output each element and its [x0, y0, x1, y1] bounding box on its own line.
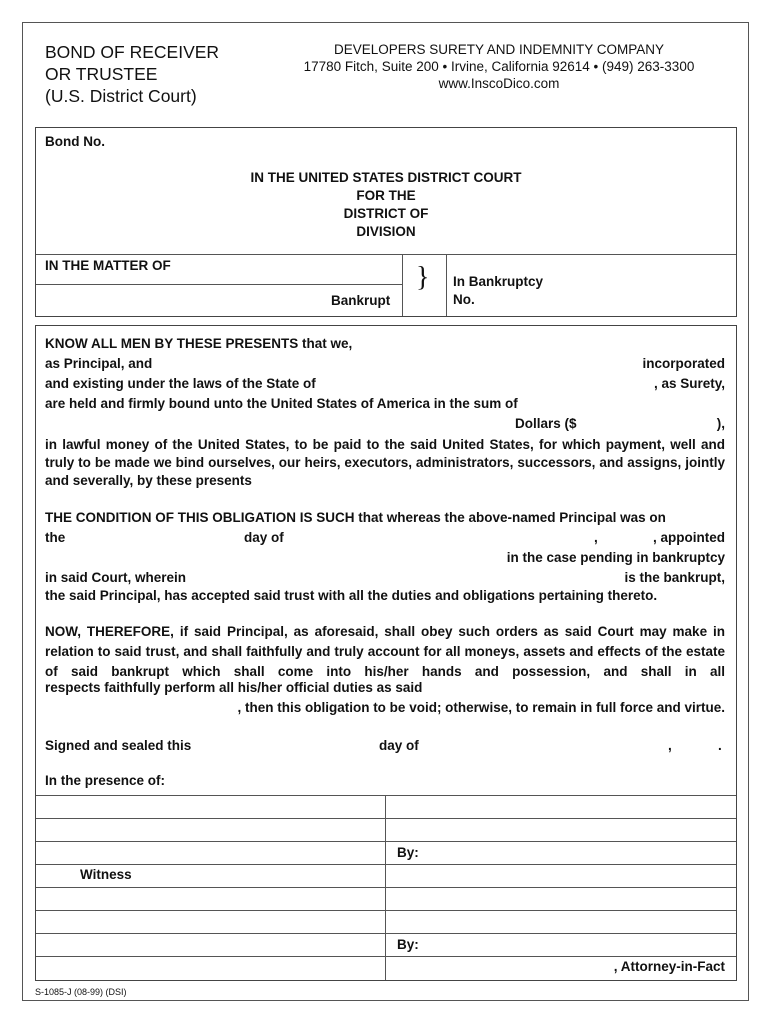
obligation-text: in lawful money of the United States, to be paid to the said United States, for which payment, well and truly to be made we bind ourselves, our heirs, executors, administrators, successors, and: [45, 437, 725, 470]
as-surety-text: , as Surety,: [653, 376, 725, 391]
by-label-2: By:: [397, 937, 419, 952]
signature-line: [36, 818, 736, 819]
signed-sealed-label: Signed and sealed this: [45, 738, 192, 753]
in-presence-label: In the presence of:: [45, 773, 166, 788]
form-title-line: OR TRUSTEE: [45, 64, 158, 84]
divider: [36, 284, 402, 285]
the-label: the: [45, 530, 66, 545]
appointed-label: , appointed: [653, 530, 725, 545]
now-therefore-paragraph: NOW, THEREFORE, if said Principal, as aforesaid, shall obey such orders as said Court may make in relation to said trust, and shall faithfully and truly account for all moneys, assets and effects of the estate of said bankrupt which shall come into his/her hands and possession, and shall in all: [45, 624, 725, 679]
court-heading: [35, 169, 737, 241]
incorporated-text: incorporated: [642, 356, 725, 371]
in-said-court-label: in said Court, wherein: [45, 570, 187, 585]
court-line: FOR THE: [356, 188, 416, 203]
as-principal-text: as Principal, and: [45, 356, 153, 371]
dollars-close: ),: [716, 416, 725, 431]
matter-label: IN THE MATTER OF: [45, 258, 171, 273]
signed-period: .: [718, 738, 722, 753]
court-line: IN THE UNITED STATES DISTRICT COURT: [250, 170, 522, 185]
accepted-trust-text: the said Principal, has accepted said trust with all the duties and obligations pertaining thereto.: [45, 588, 658, 603]
existing-under-text: and existing under the laws of the State of: [45, 376, 316, 391]
form-title: [45, 41, 219, 107]
bankrupt-label: Bankrupt: [331, 293, 391, 308]
divider: [402, 254, 403, 316]
company-address: 17780 Fitch, Suite 200 • Irvine, California 92614 • (949) 263-3300: [303, 59, 695, 74]
in-bankruptcy-label: In Bankruptcy: [453, 274, 544, 289]
signed-day-of-label: day of: [379, 738, 419, 753]
signature-line: [36, 841, 736, 842]
respects-text: respects faithfully perform all his/her official duties as said: [45, 680, 423, 695]
form-title-line: BOND OF RECEIVER: [45, 42, 220, 62]
case-no-label: No.: [453, 292, 475, 307]
is-bankrupt-label: is the bankrupt,: [624, 570, 725, 585]
company-name: DEVELOPERS SURETY AND INDEMNITY COMPANY: [333, 42, 665, 57]
held-bound-text: are held and firmly bound unto the United States of America in the sum of: [45, 396, 518, 411]
signature-line: [36, 956, 736, 957]
void-text: , then this obligation to be void; otherwise, to remain in full force and virtue.: [237, 700, 725, 715]
company-header: [268, 41, 730, 92]
signature-line: [36, 795, 736, 796]
divider: [446, 254, 447, 316]
comma-label: ,: [594, 530, 598, 545]
court-line: DISTRICT OF: [343, 206, 429, 221]
signature-line: [36, 864, 736, 865]
signature-line: [36, 910, 736, 911]
form-title-line: (U.S. District Court): [45, 86, 197, 106]
witness-label: Witness: [80, 867, 132, 882]
company-website: www.InscoDico.com: [438, 76, 560, 91]
attorney-in-fact-label: , Attorney-in-Fact: [613, 959, 725, 974]
obligation-text-end: assigns, jointly and severally, by these presents: [45, 455, 725, 488]
signature-line: [36, 933, 736, 934]
know-all-text: KNOW ALL MEN BY THESE PRESENTS that we,: [45, 336, 353, 351]
form-number: S-1085-J (08-99) (DSI): [35, 987, 127, 997]
dollars-label: Dollars ($: [515, 416, 577, 431]
signature-divider: [385, 795, 386, 980]
court-line: DIVISION: [356, 224, 416, 239]
condition-text: THE CONDITION OF THIS OBLIGATION IS SUCH that whereas the above-named Principal was on: [45, 510, 666, 525]
brace-glyph: }: [416, 262, 430, 293]
case-pending-label: in the case pending in bankruptcy: [506, 550, 725, 565]
by-label-1: By:: [397, 845, 419, 860]
signed-comma: ,: [668, 738, 672, 753]
divider: [36, 254, 736, 255]
obligation-paragraph: [45, 436, 725, 490]
day-of-label: day of: [244, 530, 284, 545]
bond-no-label: Bond No.: [45, 134, 105, 149]
signature-line: [36, 887, 736, 888]
